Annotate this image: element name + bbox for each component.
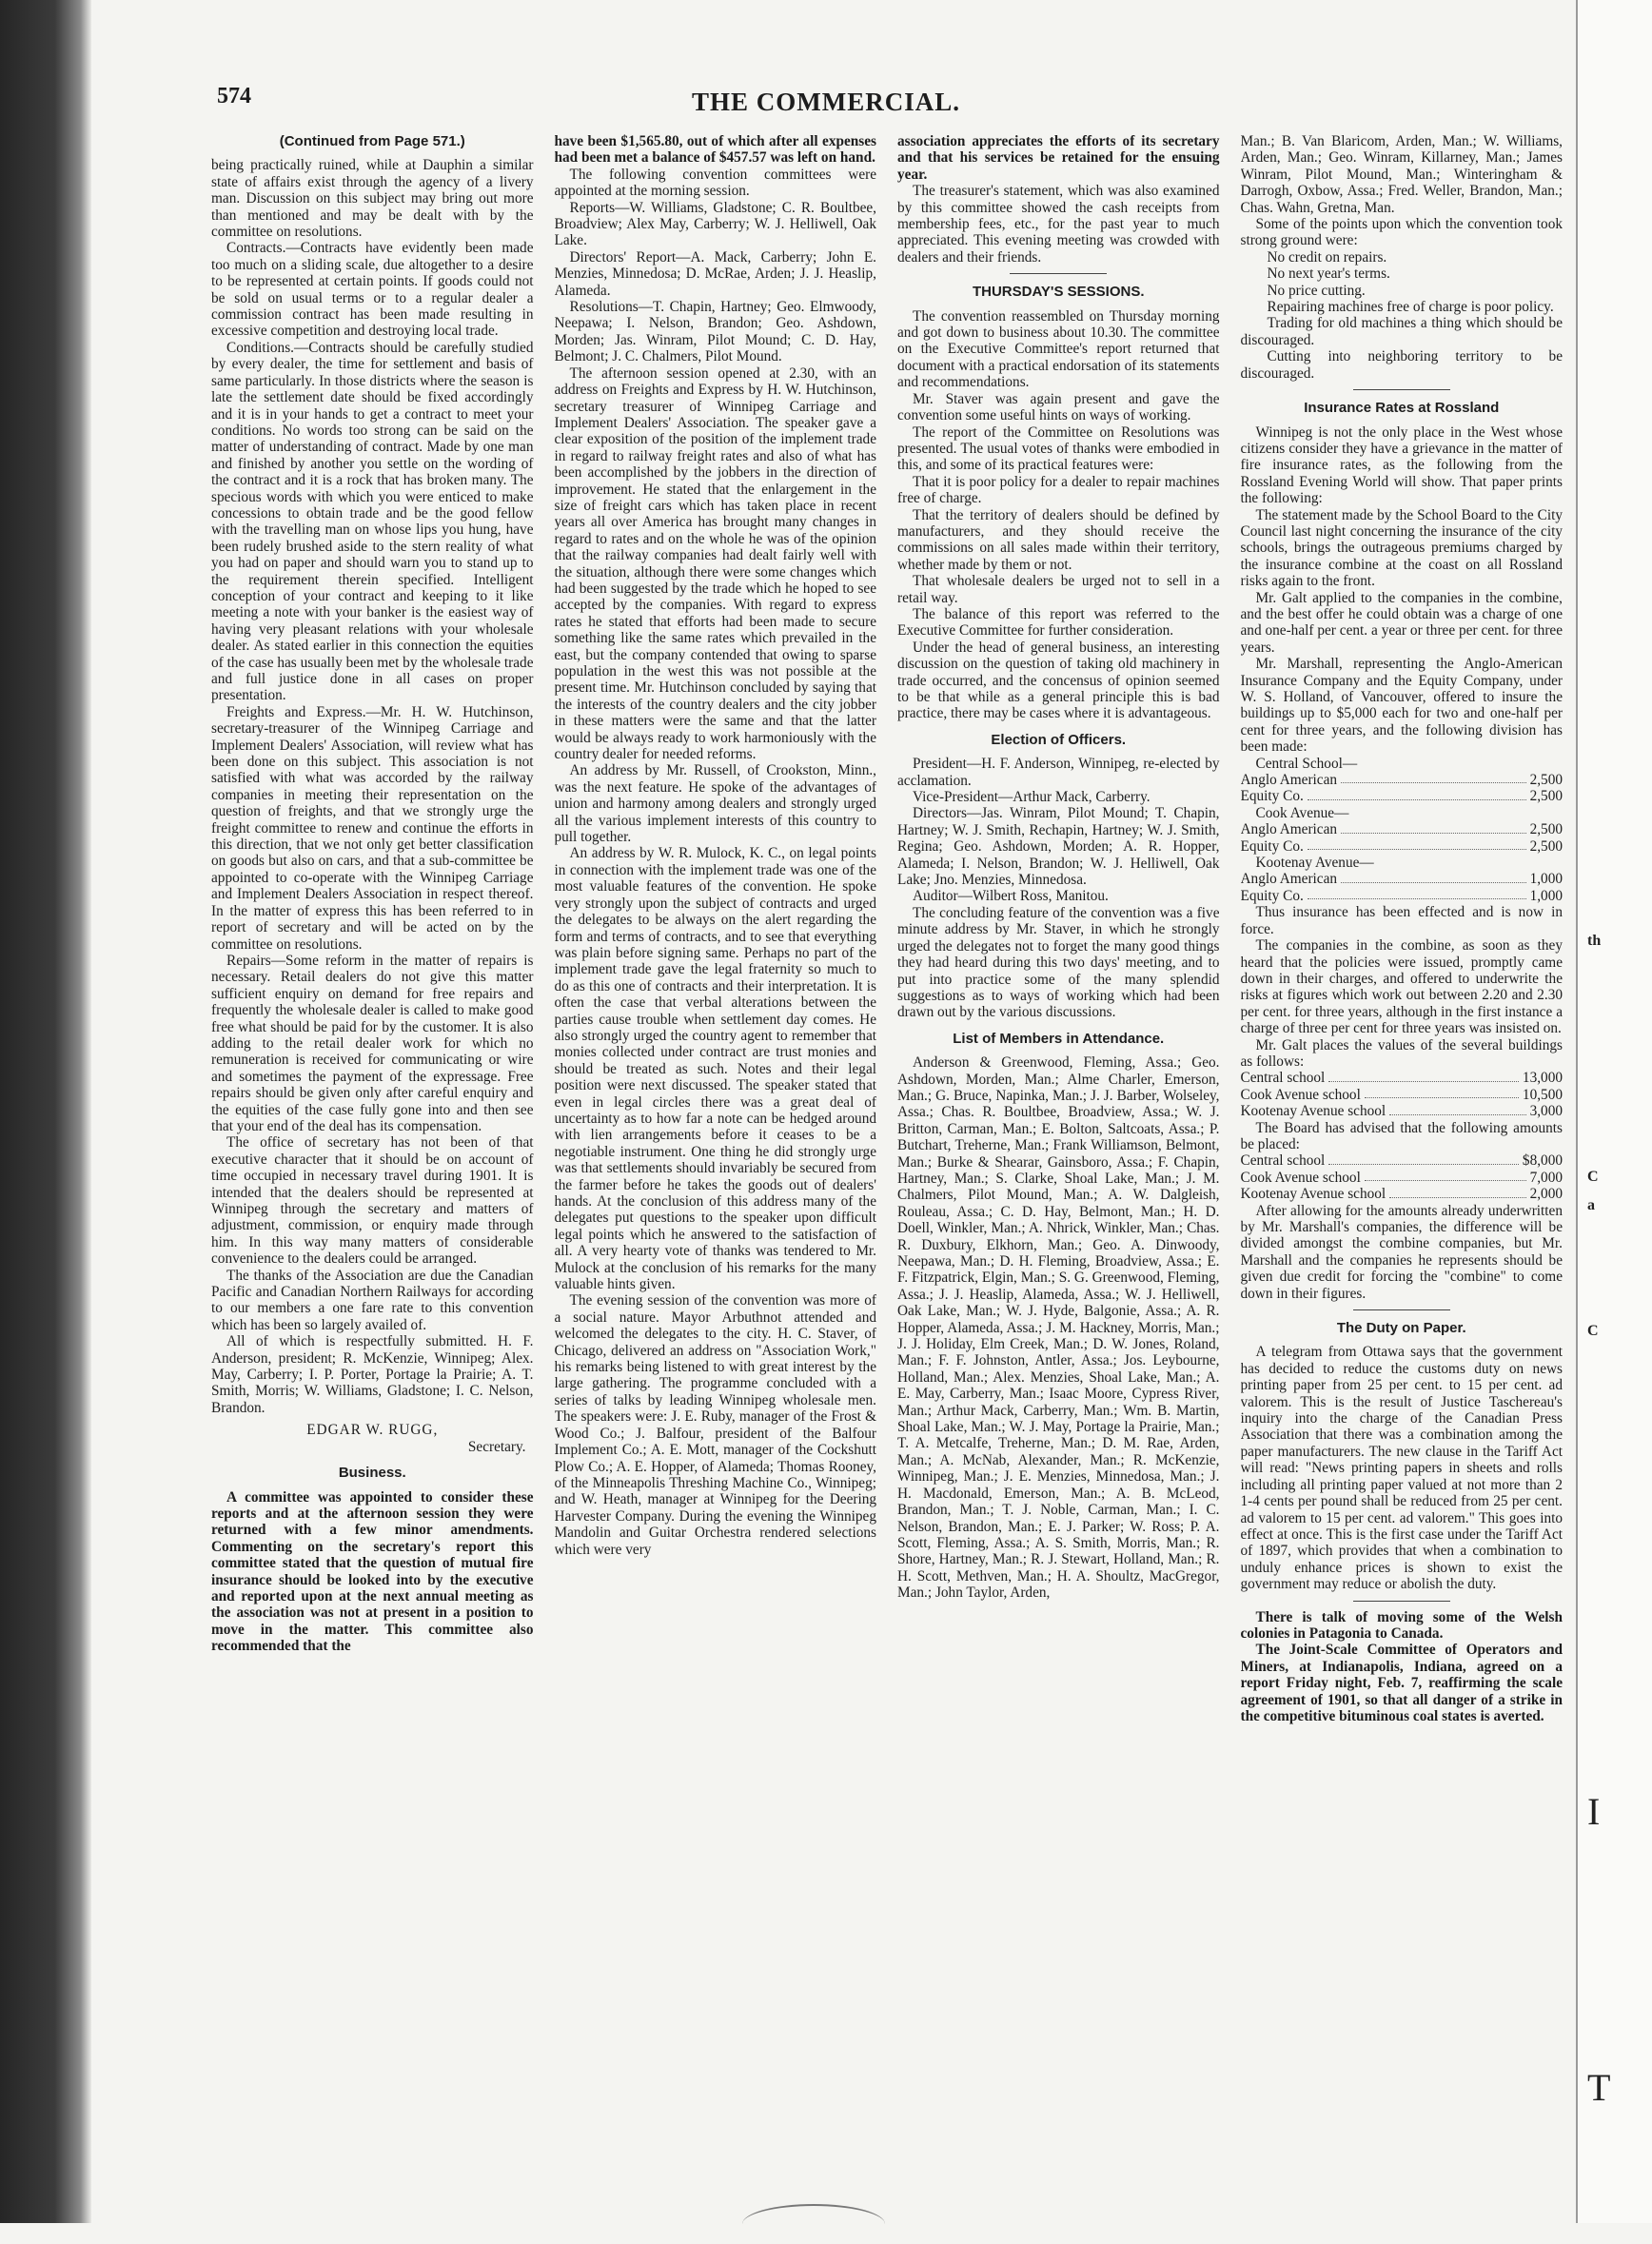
divider [1010, 273, 1107, 274]
members-heading: List of Members in Attendance. [953, 1030, 1165, 1047]
edge-fragment: T [1587, 2066, 1611, 2109]
rate-name: Anglo American [1240, 772, 1338, 789]
duty-heading: The Duty on Paper. [1336, 1320, 1466, 1337]
paragraph: A committee was appointed to consider these reports and at the afternoon session they were returned with a few minor amendments. Commenting on the secretary's report this committee stated that the question of mutual fire insurance should be looked into by the executive and reported upon at the next annual meeting as the association was not at present in a position to move in the matter. This committee also recommended that the [211, 1488, 534, 1655]
list-item: Repairing machines free of charge is poor policy. [1267, 299, 1554, 316]
paragraph: The concluding feature of the convention was a five minute address by Mr. Staver, in which he strongly urged the delegates not to forget the many good things they had heard during this two days' meeting, and to put into practice some of the many splendid suggestions as to ways of working which had been drawn out by the various discussions. [897, 904, 1220, 1021]
rate-row [1241, 788, 1564, 804]
list-item: Cutting into neighboring territory to be discouraged. [1240, 348, 1563, 382]
column-2 [555, 133, 877, 2170]
paragraph: Thus insurance has been effected and is now in force. [1240, 904, 1563, 937]
rate-name: Equity Co. [1240, 837, 1304, 855]
value-name: Central school [1240, 1070, 1326, 1087]
list-item: No price cutting. [1267, 282, 1366, 299]
paragraph: The Board has advised that the following amounts be placed: [1240, 1119, 1563, 1152]
rate-value: 1,000 [1529, 871, 1563, 888]
rate-group-label: Central School— [1255, 755, 1358, 772]
paragraph: That it is poor policy for a dealer to repair machines free of charge. [897, 473, 1220, 507]
insurance-heading: Insurance Rates at Rossland [1304, 400, 1500, 417]
edge-fragment: a [1587, 1197, 1595, 1213]
points-list [1241, 249, 1564, 382]
divider [1353, 1309, 1450, 1310]
rate-row [1241, 838, 1564, 855]
value-row [1241, 1070, 1564, 1086]
placed-amount: 2,000 [1529, 1186, 1563, 1203]
paragraph: All of which is respectfully submitted. H. F. Anderson, president; R. McKenzie, Winnipeg; Alex. May, Carberry; I. P. Porter, Portage la Prairie; A. T. Smith, Morris; W. Williams, Gladstone; I. C. Nelson, Brandon. [211, 1333, 534, 1416]
paragraph: The balance of this report was referred to the Executive Committee for further consideration. [897, 605, 1220, 640]
paragraph: association appreciates the efforts of its secretary and that his services be retained for the ensuing year. [897, 133, 1220, 183]
rate-name: Anglo American [1240, 821, 1338, 838]
rate-value: 2,500 [1529, 821, 1563, 838]
divider [1353, 1601, 1450, 1602]
paragraph: Mr. Galt applied to the companies in the combine, and the best offer he could obtain was a charge of one and one-half per cent. a year or three per cent. for three years. [1240, 589, 1563, 656]
scan-page-shadow [0, 0, 91, 2223]
paragraph: An address by Mr. Russell, of Crookston, Minn., was the next feature. He spoke of the advantages of union and harmony among dealers and strongly urged all the various implement interests of this country to pull together. [554, 762, 876, 846]
column-4 [1241, 133, 1564, 2170]
rate-name: Equity Co. [1240, 887, 1304, 904]
thursday-heading: THURSDAY'S SESSIONS. [972, 284, 1145, 301]
paragraph: The office of secretary has not been of that executive character that it should be on account of time occupied in necessary travel during 1901. It is intended that the dealers should be represented at Winnipeg through the secretary and matters of adjustment, commission, or enquiry made through him. In this way many matters of considerable convenience to the dealers could be arranged. [211, 1134, 534, 1268]
placed-row [1241, 1170, 1564, 1186]
paragraph: The treasurer's statement, which was also examined by this committee showed the cash receipts from membership fees, etc., for the past year to much appreciated. This evening meeting was crowded with dealers and their friends. [897, 183, 1220, 266]
election-heading: Election of Officers. [991, 731, 1127, 748]
paragraph: Vice-President—Arthur Mack, Carberry. [913, 789, 1150, 806]
paragraph: That the territory of dealers should be defined by manufacturers, and they should receive the commissions on all sales made within their territory, whether made by them or not. [897, 506, 1220, 573]
page-number: 574 [217, 84, 251, 108]
rate-name: Equity Co. [1240, 788, 1304, 805]
placed-amount: 7,000 [1529, 1169, 1563, 1186]
rate-row [1241, 772, 1564, 788]
rate-name: Anglo American [1240, 871, 1338, 888]
paragraph: Mr. Staver was again present and gave the convention some useful hints on ways of working. [897, 390, 1220, 424]
scan-artifact-arc [742, 2204, 885, 2244]
paragraph: Directors' Report—A. Mack, Carberry; John E. Menzies, Minnedosa; D. McRae, Arden; J. J. Heaslip, Alameda. [554, 248, 876, 299]
placed-amount: $8,000 [1522, 1152, 1563, 1170]
paragraph: A telegram from Ottawa says that the government has decided to reduce the customs duty on news printing paper from 25 per cent. to 15 per cent. ad valorem. This is the result of Justice Taschereau's inquiry into the charge of the Canadian Press Association that there was a combination among the paper manufacturers. The new clause in the Tariff Act will read: "News printing papers in sheets and rolls including all printing paper valued at not more than 2 1-4 cents per pound shall be reduced from 25 per cent. ad valorem to 15 per cent. ad valorem." This goes into effect at once. This is the first case under the Tariff Act of 1897, which provides that when a combination to unduly enhance prices is shown to exist the government may reduce or abolish the duty. [1240, 1344, 1563, 1593]
paragraph: Under the head of general business, an interesting discussion on the question of taking old machinery in trade occurred, and the concensus of opinion seemed to be that while as a general principle this is bad practice, there may be cases where it is advantageous. [897, 639, 1220, 722]
masthead-title: THE COMMERCIAL. [691, 88, 960, 116]
paragraph: The convention reassembled on Thursday morning and got down to business about 10.30. The committee on the Executive Committee's report returned that document with a practical endorsation of its statements and recommendations. [897, 307, 1220, 391]
signature-title: Secretary. [467, 1438, 526, 1455]
paragraph: Mr. Galt places the values of the several buildings as follows: [1240, 1036, 1563, 1070]
paragraph: President—H. F. Anderson, Winnipeg, re-elected by acclamation. [897, 756, 1220, 789]
placed-row [1241, 1186, 1564, 1202]
paragraph: The thanks of the Association are due the Canadian Pacific and Canadian Northern Railways for according to our members a one fare rate to this convention which has been so largely availed of. [211, 1267, 534, 1333]
paragraph: The companies in the combine, as soon as they heard that the policies were issued, promptly came down in their charges, and offered to underwrite the risks at figures which work out between 2.20 and 2.30 per cent. for three years, although in the first instance a charge of three per cent for three years was insisted on. [1240, 937, 1563, 1037]
paragraph: Reports—W. Williams, Gladstone; C. R. Boultbee, Broadview; Alex May, Carberry; W. J. Helliwell, Oak Lake. [554, 199, 876, 249]
paragraph: Freights and Express.—Mr. H. W. Hutchinson, secretary-treasurer of the Winnipeg Carriage and Implement Dealers' Association, will review what has been done on this subject. This association is not satisfied with what was accorded by the railway companies in meeting their representation on the question of freights, and that we strongly urge the freight committee to renew and continue the efforts in this direction, that we not only get better classification on goods but also on cars, and that a sub-committee be appointed to co-operate with the Winnipeg Carriage and Implement Dealers Association in respect thereof. In the matter of express this has been referred to in report of secretary and will be acted on by the committee on resolutions. [211, 703, 534, 953]
paragraph: Man.; B. Van Blaricom, Arden, Man.; W. Williams, Arden, Man.; Geo. Winram, Killarney, Man.; James Winram, Pilot Mound, Man.; Winteringham & Darrogh, Oxbow, Assa.; Fred. Weller, Brandon, Man.; Chas. Wahn, Gretna, Man. [1240, 133, 1563, 216]
rate-group-label: Cook Avenue— [1255, 804, 1349, 821]
paragraph: There is talk of moving some of the Welsh colonies in Patagonia to Canada. [1240, 1608, 1563, 1642]
edge-fragment: C [1587, 1323, 1599, 1339]
rate-value: 2,500 [1529, 788, 1563, 805]
value-name: Kootenay Avenue school [1240, 1103, 1386, 1120]
paragraph: That wholesale dealers be urged not to sell in a retail way. [897, 573, 1220, 606]
rate-value: 2,500 [1529, 837, 1563, 855]
list-item: Trading for old machines a thing which should be discouraged. [1240, 315, 1563, 348]
paragraph: Some of the points upon which the convention took strong ground were: [1240, 216, 1563, 249]
rate-group-label: Kootenay Avenue— [1255, 855, 1374, 872]
value-amount: 3,000 [1529, 1103, 1563, 1120]
edge-fragment: th [1587, 933, 1602, 949]
paragraph: Auditor—Wilbert Ross, Manitou. [913, 888, 1109, 905]
placed-name: Cook Avenue school [1240, 1169, 1361, 1186]
business-heading: Business. [338, 1465, 406, 1482]
placed-name: Kootenay Avenue school [1240, 1186, 1386, 1203]
rate-row [1241, 821, 1564, 837]
divider [1353, 389, 1450, 390]
rate-row [1241, 871, 1564, 887]
placed-name: Central school [1240, 1152, 1326, 1170]
edge-fragment: I [1587, 1790, 1601, 1833]
column-1 [211, 133, 534, 2170]
paragraph: Conditions.—Contracts should be carefully studied by every dealer, the time for settlement and basis of same particularly. In those districts where the season is late the settlement date should be fixed accordingly and it is in your hands to get a contract to meet your conditions. No words too strong can be said on the matter of understanding of contract. Made by one man and finished by another you settle on the wording of the contract and it is a rock that has broken many. The specious words with which you were enticed to make concessions to obtain trade and be the good fellow with the travelling man on whose lips you hung, have been rudely brushed aside to the stern reality of what you had on paper and should warn you to stand up to the requirement therein specified. Intelligent conception of your contract and keeping to it like meeting a note with your banker is the easiest way of having very pleasant relations with your wholesale dealer. As stated earlier in this connection the equities of the case has usually been met by the wholesale trade and full justice done in all cases on proper presentation. [211, 339, 534, 704]
paragraph: have been $1,565.80, out of which after all expenses had been met a balance of $457.57 was left on hand. [554, 133, 876, 167]
paragraph: Winnipeg is not the only place in the West whose citizens consider they have a grievance in the matter of fire insurance rates, as the following from the Rossland Evening World will show. That paper prints the following: [1240, 423, 1563, 507]
paragraph: Anderson & Greenwood, Fleming, Assa.; Geo. Ashdown, Morden, Man.; Alme Charler, Emerson, Man.; G. Bruce, Napinka, Man.; J. J. Barber, Wolseley, Assa.; Chas. R. Boultbee, Broadview, Assa.; W. J. Britton, Carman, Man.; E. Bolton, Saltcoats, Assa.; P. Butchart, Treherne, Man.; Frank Williamson, Belmont, Man.; Burke & Shearar, Gainsboro, Assa.; F. Chapin, Hartney, Man.; S. Clarke, Shoal Lake, Man.; J. M. Chalmers, Pilot Mound, Man.; A. W. Dalgleish, Rouleau, Assa.; C. D. Hay, Belmont, Man.; H. D. Doell, Winkler, Man.; A. Nhrick, Winkler, Man.; Chas. R. Duxbury, Elkhorn, Man.; Geo. A. Dinwoody, Neepawa, Man.; D. H. Fleming, Broadview, Assa.; E. F. Fitzpatrick, Elgin, Man.; S. G. Greenwood, Fleming, Assa.; J. J. Heaslip, Alameda, Assa.; W. J. Helliwell, Oak Lake, Man.; W. J. Hyde, Balgonie, Assa.; A. R. Hopper, Alameda, Assa.; J. M. Hackney, Morris, Man.; J. J. Holiday, Elm Creek, Man.; D. W. Jones, Roland, Man.; F. F. Johnston, Antler, Assa.; Jos. Leybourne, Holland, Man.; Alex. Menzies, Shoal Lake, Man.; A. E. May, Carberry, Man.; Isaac Moore, Cypress River, Man.; Arthur Mack, Carberry, Man.; Wm. B. Martin, Shoal Lake, Man.; W. J. May, Portage la Prairie, Man.; T. A. Metcalfe, Treherne, Man.; D. M. Rae, Arden, Man.; A. McNab, Alexander, Man.; R. McKenzie, Winnipeg, Man.; J. E. Menzies, Minnedosa, Man.; J. H. Macdonald, Emerson, Man.; A. B. McLeod, Brandon, Man.; T. J. Noble, Carman, Man.; I. C. Nelson, Brandon, Man.; E. J. Parker; W. Ross; P. A. Scott, Fleming, Assa.; A. S. Smith, Morris, Man.; R. Shore, Hartney, Man.; R. J. Stewart, Holland, Man.; R. H. Scott, Methven, Man.; H. A. Shoultz, MacGregor, Man.; John Taylor, Arden, [897, 1054, 1220, 1602]
continued-note: (Continued from Page 571.) [279, 133, 465, 149]
article-columns [211, 133, 1563, 2170]
value-amount: 10,500 [1522, 1086, 1563, 1103]
value-row [1241, 1103, 1564, 1119]
value-row [1241, 1087, 1564, 1103]
placed-row [1241, 1152, 1564, 1169]
paragraph: An address by W. R. Mulock, K. C., on legal points in connection with the implement trade was one of the most valuable features of the convention. He spoke very strongly upon the subject of contracts and urged the delegates to be always on the alert regarding the form and terms of contracts, and to see that everything was plain before signing same. Perhaps no part of the implement trade gave the legal fraternity so much to do as this one of contracts and their interpretation. It is often the case that verbal alterations between the parties cause trouble when settlement day comes. He also strongly urged the country agent to remember that monies collected under contract are trust monies and should be treated as such. Notes and their legal position were next discussed. The speaker stated that even in legal circles there was a great deal of uncertainty as to how far a note can be hedged around with lien arrangements before it ceases to be a negotiable instrument. One thing he did strongly urge was that settlements should invariably be secured from the farmer before he takes the goods out of dealers' hands. At the conclusion of this address many of the delegates put questions to the speaker upon difficult legal points which he answered to the satisfaction of all. A very hearty vote of thanks was tendered to Mr. Mulock at the conclusion of his remarks for the many valuable hints given. [554, 845, 876, 1293]
list-item: No next year's terms. [1267, 266, 1390, 283]
paragraph: Repairs—Some reform in the matter of repairs is necessary. Retail dealers do not give this matter sufficient enquiry on demand for free repairs and frequently the wholesale dealer is called to make good free what should be paid for by the customer. It is also adding to the retail dealer work for which no remuneration is received for communicating or wire and sometimes the payment of the expressage. Free repairs should be given only after careful enquiry and the equities of the case fully gone into and then see that your end of the deal has its compensation. [211, 952, 534, 1134]
rate-value: 1,000 [1529, 887, 1563, 904]
paragraph: Contracts.—Contracts have evidently been made too much on a sliding scale, due altogether to a desire to be represented at certain points. If goods could not be sold on usual terms or to a regular dealer a commission contract has been made resulting in excessive competition and destroying local trade. [211, 240, 534, 340]
edge-fragment: C [1587, 1169, 1599, 1185]
column-3 [897, 133, 1220, 2170]
paragraph: The report of the Committee on Resolutions was presented. The usual votes of thanks were embodied in this, and some of its practical features were: [897, 423, 1220, 474]
paragraph: The evening session of the convention was more of a social nature. Mayor Arbuthnot attended and welcomed the delegates to the city. H. C. Staver, of Chicago, delivered an address on "Association Work," his remarks being listened to with great interest by the large gathering. The programme concluded with a series of talks by leading Winnipeg wholesale men. The speakers were: J. E. Ruby, manager of the Frost & Wood Co.; J. Balfour, president of the Balfour Implement Co.; A. E. Mott, manager of the Cockshutt Plow Co.; A. E. Hopper, of Alameda; Thomas Rooney, of the Minneapolis Threshing Machine Co., Winnipeg; and W. Heath, manager at Winnipeg for the Deering Harvester Company. During the evening the Winnipeg Mandolin and Guitar Orchestra rendered selections which were very [554, 1292, 876, 1558]
paragraph: being practically ruined, while at Dauphin a similar state of affairs exist through the agency of a livery man. Discussion on this subject may bring out more than mentioned and may be dealt with by the committee on resolutions. [211, 157, 534, 241]
value-amount: 13,000 [1522, 1070, 1563, 1087]
value-name: Cook Avenue school [1240, 1086, 1361, 1103]
paragraph: After allowing for the amounts already underwritten by Mr. Marshall's companies, the difference will be divided amongst the combine companies, but Mr. Marshall and the companies he represents should be given due credit for forcing the "combine" to come down in their figures. [1240, 1202, 1563, 1302]
paragraph: Directors—Jas. Winram, Pilot Mound; T. Chapin, Hartney; W. J. Smith, Rechapin, Hartney; W. J. Smith, Regina; Geo. Ashdown, Morden; A. R. Hopper, Alameda; I. Nelson, Brandon; W. J. Helliwell, Oak Lake; Jno. Menzies, Minnedosa. [897, 805, 1220, 889]
list-item: No credit on repairs. [1267, 248, 1387, 266]
rate-value: 2,500 [1529, 772, 1563, 789]
signature: EDGAR W. RUGG, [306, 1422, 439, 1439]
paragraph: The following convention committees were appointed at the morning session. [554, 166, 876, 200]
rate-row [1241, 888, 1564, 904]
paragraph: The Joint-Scale Committee of Operators and Miners, at Indianapolis, Indiana, agreed on a report Friday night, Feb. 7, reaffirming the scale agreement of 1901, so that all danger of a strike in the competitive bituminous coal states is averted. [1240, 1642, 1563, 1724]
paragraph: The afternoon session opened at 2.30, with an address on Freights and Express by H. W. Hutchinson, secretary treasurer of Winnipeg Carriage and Implement Dealers' Association. The speaker gave a clear exposition of the position of the implement trade in regard to railway freight rates and also of what has been accomplished by the jobbers in the direction of improvement. He stated that the enlargement in the size of freight cars which has taken place in recent years all over America has brought many changes in regard to rates and on the whole he was of the opinion that the railway companies had dealt fairly well with the situation, although there were some changes which had been suggested by the trade which he hoped to see accepted by the companies. With regard to express rates he stated that efforts had been made to secure something like the same rates which prevailed in the east, but the company contended that owing to sparse population in the west this was not possible at the present time. Mr. Hutchinson concluded by saying that the interests of the country dealers and the city jobber in these matters were the same and that the latter would be always ready to work harmoniously with the country dealer for needed reforms. [554, 364, 876, 763]
paragraph: Mr. Marshall, representing the Anglo-American Insurance Company and the Equity Company, under W. S. Holland, of Vancouver, offered to insure the buildings up to $5,000 each for two and one-half per cent for three years, and the following division has been made: [1240, 656, 1563, 756]
adjacent-page-edge [1576, 0, 1652, 2223]
paragraph: The statement made by the School Board to the City Council last night concerning the insurance of the city schools, brings the outrageous premiums charged by the insurance combine at the coast on all Rossland risks again to the front. [1240, 506, 1563, 590]
paragraph: Resolutions—T. Chapin, Hartney; Geo. Elmwoody, Neepawa; I. Nelson, Brandon; Geo. Ashdown, Morden; Jas. Winram, Pilot Mound; C. D. Hay, Belmont; J. C. Chalmers, Pilot Mound. [554, 299, 876, 365]
